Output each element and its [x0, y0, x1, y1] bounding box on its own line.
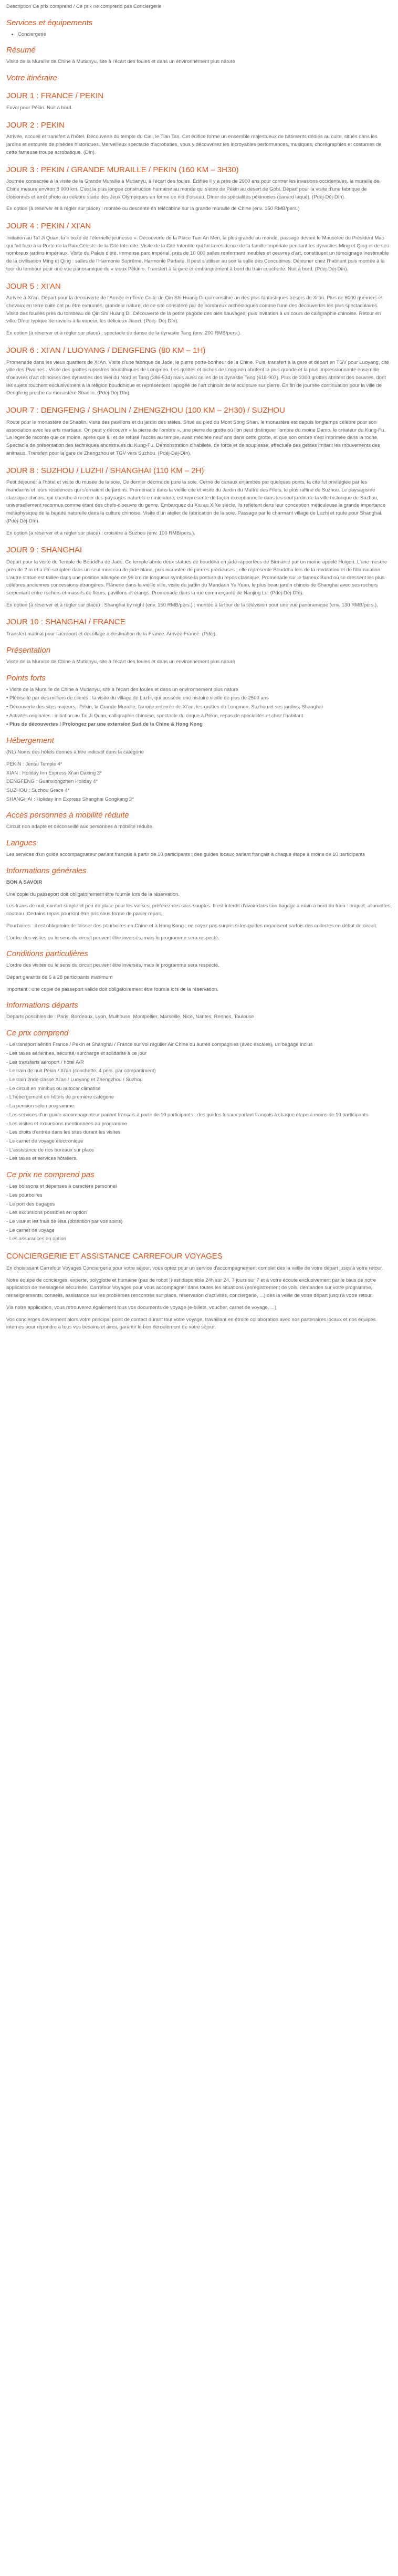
day-10-title: JOUR 10 : SHANGHAI / FRANCE: [6, 617, 125, 627]
day-5-text: Arrivée à Xi'an. Départ pour la découverte de l'Armée en Terre Cuite de Qin Shi Huang Di qui constitue un des plus fantastiques trésors de Xi'an. Plus de 6000 guerriers et chevaux en terre cuite ont pu être exhumés, grandeur nature, de ce site considéré par de nombreux archéologues comme l'une des découvertes les plus spectaculaires. Visite des fouilles près du tombeau de Qin Shi Huang Di. Découverte de la petite pagode des oies sauvages, puis invitation à un cours de calligraphie chinoise. Retour en ville. Dîner typique de raviolis à la vapeur, les délicieux Jiaozi. (Pdéj- Déj-Dîn).: [6, 295, 383, 324]
infos-generales-subtitle: BON A SAVOIR: [6, 879, 43, 885]
day-3-text: Journée consacrée à la visite de la Grande Muraille à Mutianyu, à l'écart des foules. Édifiée il y a près de 2000 ans pour contrer les invasions occidentales, la muraille de Chine mesure environ 8 000 km. C'est la plus longue construction humaine au monde qui s'étire de Pékin au désert de Gobi. Départ pour la visite d'une fabrique de cloisonnés et arrêt photo au célèbre stade des Jeux Olympiques en forme de nid d'oiseau. Dîner de spécialités pékinoises (canard laqué). (Pdéj-Déj-Dîn).: [6, 179, 380, 200]
conciergerie-para: Vos concierges deviennent alors votre principal point de contact durant tout votre voyage, travaillant en étroite collaboration avec nos partenaires locaux et nos équipes internes pour répondre à tous vos besoins et ainsi, garantir le bon déroulement de votre séjour.: [6, 1316, 376, 1331]
infos-depart-heading: Informations départs: [6, 1001, 78, 1010]
list-item: - Les droits d'entrée dans les sites durant les visites: [6, 1129, 121, 1136]
conditions-heading: Conditions particulières: [6, 949, 88, 959]
list-item: - Le train 2nde classe Xi'an / Luoyang et Zhengzhou / Suzhou: [6, 1076, 143, 1083]
conciergerie-para: Via notre application, vous retrouverez également tous vos documents de voyage (e-billets, voucher, carnet de voyage, ...): [6, 1304, 277, 1311]
list-item: - Le visa et les frais de visa (obtention par vos soins): [6, 1219, 123, 1225]
conditions-para: Départ garantis de 6 à 28 participants maximum: [6, 974, 113, 980]
day-1-title: JOUR 1 : FRANCE / PEKIN: [6, 91, 104, 101]
infos-generales-heading: Informations générales: [6, 866, 87, 875]
points-forts-heading: Points forts: [6, 673, 46, 683]
resume-heading: Résumé: [6, 46, 36, 55]
day-3-title: JOUR 3 : PEKIN / GRANDE MURAILLE / PEKIN (160 KM – 3H30): [6, 165, 239, 174]
list-item: XIAN : Holiday Inn Express Xi'an Daxing 3*: [6, 770, 102, 776]
list-item: • Activités originales : initiation au Tai Ji Quan, calligraphie chinoise, spectacle du cirque à Pékin, repas de spécialités et chez l'habitant: [6, 713, 303, 719]
presentation-text: Visite de la Muraille de Chine à Mutianyu, site à l'écart des foules et dans un environnement plus nature: [6, 658, 235, 665]
day-4-title: JOUR 4 : PEKIN / XI'AN: [6, 222, 91, 231]
resume-text: Visite de la Muraille de Chine à Mutianyu, site à l'écart des foules et dans un environnement plus nature: [6, 59, 235, 65]
conciergerie-para: En choisissant Carrefour Voyages Conciergerie pour votre séjour, vous optez pour un service d'accompagnement complet dès la veille de votre départ jusqu'à votre retour.: [6, 1265, 383, 1271]
list-item: - Les boissons et dépenses à caractère personnel: [6, 1184, 117, 1190]
day-8-title: JOUR 8 : SUZHOU / LUZHI / SHANGHAI (110 KM – 2H): [6, 466, 204, 475]
list-item: - Les taxes aériennes, sécurité, surcharge et solidarité à ce jour: [6, 1050, 147, 1056]
list-item: DENGFENG : Guanxiongzhen Holiday 4*: [6, 779, 98, 785]
day-7-title: JOUR 7 : DENGFENG / SHAOLIN / ZHENGZHOU (100 KM – 2H30) / SUZHOU: [6, 406, 285, 415]
hebergement-intro: (NL) Noms des hôtels donnés à titre indicatif dans la catégorie: [6, 749, 144, 756]
list-item: • Plébiscité par des milliers de clients : la visite du village de Luzhi, qui possède une histoire vieille de plus de 2500 ans: [6, 695, 269, 701]
list-item: PEKIN : Jentai Temple 4*: [6, 761, 62, 767]
list-item: - L'hébergement en hôtels de première catégorie: [6, 1094, 114, 1101]
day-5-option: En option (à réserver et à régler sur place) : spectacle de danse de la dynastie Tang (env. 200 RMB/pers.).: [6, 330, 242, 337]
list-item: • Visite de la Muraille de Chine à Mutianyu, site à l'écart des foules et dans un environnement plus nature: [6, 686, 238, 693]
conditions-para: Important : une copie de passeport valide doit obligatoirement être fournie lors de la réservation.: [6, 986, 218, 992]
list-item: - Le port des bagages: [6, 1201, 55, 1207]
day-2-title: JOUR 2 : PEKIN: [6, 120, 65, 130]
prix-ne-comprend-list: [6, 1183, 392, 1243]
list-item: • Découverte des sites majeurs : Pékin, la Grande Muraille, l'armée enterrée de Xi'an, les grottes de Longmen, Suzhou et ses jardins, Shanghai: [6, 704, 323, 710]
day-6-title: JOUR 6 : XI'AN / LUOYANG / DENGFENG (80 KM – 1H): [6, 345, 206, 355]
conditions-para: L'ordre des visites ou le sens du circuit peuvent être inversés, mais le programme sera respecté.: [6, 962, 219, 969]
infos-depart-text: Départs possibles de : Paris, Bordeaux, Lyon, Mulhouse, Montpellier, Marseille, Nice, Nantes, Rennes, Toulouse: [6, 1014, 254, 1020]
acces-text: Circuit non adapté et déconseillé aux personnes à mobilité réduite.: [6, 824, 154, 830]
list-item: - Les taxes et services hôteliers.: [6, 1156, 78, 1162]
day-1-text: Envol pour Pékin. Nuit à bord.: [6, 104, 73, 111]
list-item: - Le carnet de voyage électronique: [6, 1138, 83, 1144]
list-item: - Les visites et excursions mentionnées au programme: [6, 1121, 128, 1127]
services-item: • Conciergerie: [18, 31, 392, 39]
hebergement-list: [6, 761, 392, 804]
day-9-title: JOUR 9 : SHANGHAI: [6, 546, 82, 555]
day-7-text: Route pour le monastère de Shaolin, visite des pavillons et du jardin des stèles. Situé au pied du Mont Song Shan, le monastère est depuis longtemps célèbre pour son association avec les arts martiaux. On peut y découvrir « la pierre de l'ombre », une pierre de grotte où l'on peut distinguer l'ombre du moine Damo, le créateur du Kung-Fu. La légende raconte que ce moine, après que lui et de refusé l'accès au temple, avait méditée neuf ans dans cette grotte, et que son ombre s'est imprimée dans la roche. Spectacle de présentation des techniques ancestrales du Kung-Fu. Démonstration d'habileté, de force et de souplesse, effectuée des gestes imitant les mouvements des animaux. Transfert pour la gare de Zhengzhou et TGV vers Suzhou. (Pdéj-Déj-Dîn).: [6, 419, 386, 456]
day-8-option: En option (à réserver et à régler sur place) : croisière à Suzhou (env. 100 RMB/pers.).: [6, 530, 195, 536]
list-item: - Les services d'un guide accompagnateur parlant français à partir de 10 participants ; des guides locaux parlant français à chaque étape à moins de 10 participants: [6, 1112, 368, 1118]
list-item: • Plus de découvertes ! Prolongez par une extension Sud de la Chine & Hong Kong: [6, 721, 203, 728]
prix-comprend-list: [6, 1041, 392, 1163]
list-item: SHANGHAI : Holiday Inn Express Shanghai Gongkang 3*: [6, 796, 134, 802]
list-item: - Les assurances en option: [6, 1236, 67, 1242]
infos-generales-para: Les trains de nuit, confort simple et peu de place pour les valises, préférez des sacs souples. Il est interdit d'avoir dans son bagage à main à bord du train : briquet, allumettes, couteau. Certains repas pourront être pris sous forme de panier repas.: [6, 903, 392, 917]
list-item: - Les pourboires: [6, 1192, 43, 1198]
hebergement-heading: Hébergement: [6, 736, 54, 746]
conciergerie-heading: CONCIERGERIE ET ASSISTANCE CARREFOUR VOYAGES: [6, 1252, 223, 1261]
presentation-heading: Présentation: [6, 645, 51, 655]
langues-text: Les services d'un guide accompagnateur parlant français à partir de 10 participants ; des guides locaux parlant français à chaque étape à moins de 10 participants: [6, 852, 365, 858]
day-2-text: Arrivée, accueil et transfert à l'hôtel. Découverte du temple du Ciel, le Tian Tan. Cet édifice forme un ensemble majestueux de bâtiments dédiés au culte, situés dans les jardins et entourés de pinèdes historiques. Merveilleux spectacle d'acrobaties, vous y découvrirez les incroyables performances, musiques, chorégraphies et costumes de cette fameuse troupe acrobatique. (Dîn).: [6, 134, 382, 155]
day-9-text: Départ pour la visite du Temple de Bouddha de Jade. Ce temple abrite deux statues de bouddha en jade rapportées de Birmanie par un moine appelé Huigen. L'une mesure près de 2 m et a été sculptée dans un seul morceau de jade blanc, puis incrustée de pierres précieuses ; elle représente Bouddha lors de la méditation et de l'illumination. L'autre statue est taillée dans une position allongée de 96 cm de longueur symbolise la posture du repos classique. Promenade sur le fameux Bund où se dressent les plus célèbres anciennes concessions étrangères. Flânerie dans la vieille ville, visite du jardin du Mandarin Yu Yuan, le plus beau jardin chinois de Shanghai avec ses rochers serpentant entre rochers et massifs de fleurs, pavillons et étangs. Promenade dans la rue commerçante de Nanjing Lu. (Pdéj-Déj-Dîn).: [6, 559, 387, 596]
list-item: - L'assistance de nos bureaux sur place: [6, 1147, 95, 1153]
day-4-text: Initiation au Taï Ji Quan, la « boxe de l'éternelle jeunesse ». Découverte de la Place Tian An Men, la plus grande au monde, passage devant le Mausolée du Président Mao qui fait face à la Porte de la Paix Céleste de la Cité Interdite. Visite de la Cité Interdite qui fut la résidence de la famille Impériale pendant les dynasties Ming et Qing et de ses nombreux jardins impériaux. Visite du Palais d'été, immense parc impérial, près de 10 000 salles renfermant meubles et oeuvres d'art, constituent un témoignage inestimable de la civilisation Ming et Qing : salles de l'Harmonie Suprême, Harmonie Parfaite. Il peut s'utiliser au soir la salle des Concubines. Déjeuner chez l'habitant puis montée à la tour du tambour pour une vue panoramique du « vieux Pékin ». Transfert à la gare et embarquement à bord du train couchette. Nuit à bord. (Pdéj-Déj-Dîn).: [6, 235, 389, 272]
infos-generales-para: Une copie du passeport doit obligatoirement être fournie lors de la réservation.: [6, 891, 180, 897]
day-8-text: Petit déjeuner à l'hôtel et visite du musée de la soie. Ce dernier décrira de pure la soie. Cerné de canaux enjambés par quelques ponts, la cité fut privilégiée par les mandarins et leurs résidences qui s'ornaient de jardins. Promenade dans la vieille cité et visite du Jardin du Maître des Filets, le plus raffiné de Suzhou. Le paysagisme classique chinois, qui cherche à recréer des paysages naturels en miniature, est représenté de façon exceptionnelle dans les seul jardin de la ville historique de Suzhou, universellement reconnus comme étant des chefs-d'oeuvre du genre. Embarquez du Xiu au XIXe siècle, ils reflètent dans leur conception méticuleuse la grande importance métaphysique de la beauté naturelle dans la culture chinoise. Visite d'un atelier de fabrication de la soie. Passage par le charmant village de Luzhi et route pour Shanghai. (Pdéj-Déj-Dîn).: [6, 479, 386, 524]
prix-comprend-heading: Ce prix comprend: [6, 1029, 69, 1038]
infos-generales-para: L'ordre des visites ou le sens du circuit peuvent être inversés, mais le programme sera respecté.: [6, 935, 219, 941]
list-item: - Le train de nuit Pékin / Xi'an (couchette, 4 pers. par compartiment): [6, 1068, 156, 1074]
day-10-text: Transfert matinal pour l'aéroport et décollage à destination de la France. Arrivée France. (Pdéj).: [6, 631, 217, 637]
acces-heading: Accès personnes à mobilité réduite: [6, 811, 129, 820]
list-item: - Le carnet de voyage: [6, 1227, 55, 1233]
day-6-text: Promenade dans les vieux quartiers de Xi'An. Visite d'une fabrique de Jade, le pierre porte-bonheur de la Chine. Puis, transfert à la gare et départ en TGV pour Luoyang, cité ville des Pivoines . Visite des grottes rupestres bouddhiques de Longmen. Les grottes et niches de Longmen abritent la plus grande et la plus impressionnante ensemble d'oeuvres d'art chinoises des dynasties des Wei du Nord et Tang (386-534) mais aussi celles de la dynastie Tang (618-907). Plus de 2300 grottes abritent des oeuvres, dont les sujets touchent exclusivement à la religion bouddhique et représentent l'apogée de l'art chinois de la sculpture sur pierre. En fin de journée continuation pour la ville de Dengfeng proche du monastère Shaolin. (Pdéj-Déj-Dîn).: [6, 359, 389, 396]
infos-generales-para: Pourboires : il est obligatoire de laisser des pourboires en Chine et à Hong Kong ; ne soyez pas surpris si les guides organisent parfois des collectes en début de circuit.: [6, 923, 378, 929]
day-5-title: JOUR 5 : XI'AN: [6, 281, 61, 291]
day-3-option: En option (à réserver et à régler sur place) : montée ou descente en télécabine sur la grande muraille de Chine (env. 150 RMB/pers.): [6, 206, 300, 212]
itinerary-heading: Votre itinéraire: [6, 74, 57, 83]
conciergerie-para: Notre équipe de concierges, experte, polyglotte et humaine (pas de robot !) est disponible 24h sur 24, 7 jours sur 7 et à votre écoute exclusivement par le biais de notre application de messagerie sécurisée, Carrefour Voyages pour vous accompagner dans toutes les situations (enregistrement de vols, demandes sur votre programme, renseignements, conseils, assistance sur les problèmes rencontrés sur place, réservation d'activités, conciergerie, ...) dès la veille de votre départ jusqu'à votre retour.: [6, 1277, 376, 1299]
list-item: - Les transferts aéroport / hôtel A/R: [6, 1059, 84, 1065]
list-item: SUZHOU : Suzhou Grace 4*: [6, 788, 70, 794]
list-item: - Le transport aérien France / Pékin et Shanghai / France sur vol régulier Air Chine ou autres compagnies (avec escales), un bagage inclus: [6, 1042, 313, 1048]
prix-ne-comprend-heading: Ce prix ne comprend pas: [6, 1170, 95, 1180]
services-heading: Services et équipements: [6, 18, 93, 27]
services-list: [6, 31, 392, 39]
day-9-option: En option (à réserver et à régler sur place) : Shanghai by night (env. 150 RMB/pers.) ; montée à la tour de la télévision pour une vue panoramique (env. 130 RMB/pers.).: [6, 602, 378, 608]
points-forts-list: [6, 686, 392, 729]
list-item: - Le circuit en minibus ou autocar climatisé: [6, 1085, 101, 1092]
list-item: - Les excursions possibles en option: [6, 1210, 87, 1216]
top-breadcrumb: Description Ce prix comprend / Ce prix ne comprend pas Conciergerie: [6, 4, 162, 9]
langues-heading: Langues: [6, 839, 37, 848]
list-item: - La pension selon programme: [6, 1103, 74, 1109]
